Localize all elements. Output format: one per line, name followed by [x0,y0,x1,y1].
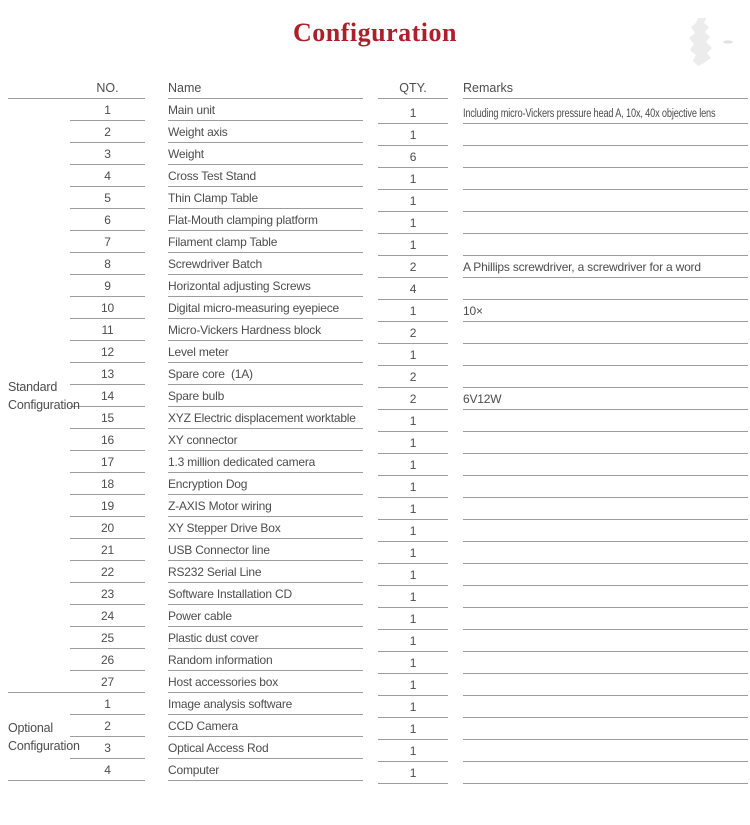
cell-qty: 4 [378,278,448,300]
table-row [8,583,748,605]
cell-no: 20 [70,517,145,539]
cell-remarks [463,718,748,740]
section-column-spacer [8,165,70,187]
cell-remarks [463,124,748,146]
cell-remarks [463,432,748,454]
cell-qty: 2 [378,322,448,344]
cell-remarks [463,696,748,718]
cell-remarks [463,344,748,366]
table-row [8,737,748,759]
table-row [8,99,748,121]
cell-name: Micro-Vickers Hardness block [168,319,363,341]
section-column-spacer [8,605,70,627]
cell-remarks [463,608,748,630]
cell-remarks [463,762,748,784]
header-remarks: Remarks [463,77,748,99]
cell-name: Computer [168,759,363,781]
table-row [8,341,748,363]
table-row [8,473,748,495]
cell-qty: 1 [378,454,448,476]
cell-no: 14 [70,385,145,407]
cell-remarks [463,652,748,674]
cell-qty: 1 [378,168,448,190]
cell-remarks [463,212,748,234]
table-row [8,649,748,671]
cell-no: 17 [70,451,145,473]
cell-name: Spare core (1A) [168,363,363,385]
cell-no: 2 [70,121,145,143]
section-column-spacer [8,77,70,99]
section-column-spacer [8,209,70,231]
cell-name: Weight axis [168,121,363,143]
cell-remarks [463,630,748,652]
table-row [8,319,748,341]
table-row [8,297,748,319]
cell-qty: 1 [378,234,448,256]
cell-remarks [463,168,748,190]
cell-remarks [463,366,748,388]
cell-no: 21 [70,539,145,561]
header-no: NO. [70,77,145,99]
cell-qty: 1 [378,652,448,674]
table-row [8,561,748,583]
section-column-spacer [8,297,70,319]
cell-name: XY connector [168,429,363,451]
cell-no: 1 [70,693,145,715]
cell-qty: 1 [378,102,448,124]
section-column-spacer [8,583,70,605]
table-row [8,231,748,253]
cell-name: Plastic dust cover [168,627,363,649]
cell-qty: 1 [378,124,448,146]
cell-no: 22 [70,561,145,583]
cell-remarks [463,146,748,168]
cell-qty: 1 [378,542,448,564]
cell-remarks [463,674,748,696]
table-row [8,715,748,737]
section-column-spacer [8,649,70,671]
cell-no: 19 [70,495,145,517]
section-column-spacer [8,275,70,297]
cell-name: Screwdriver Batch [168,253,363,275]
table-body [8,99,748,781]
cell-remarks: 6V12W [463,388,748,410]
header-qty: QTY. [378,77,448,99]
section-column-spacer [8,429,70,451]
cell-qty: 1 [378,432,448,454]
cell-name: Host accessories box [168,671,363,693]
cell-no: 24 [70,605,145,627]
table-row [8,121,748,143]
table-row [8,693,748,715]
cell-name: Filament clamp Table [168,231,363,253]
cell-no: 3 [70,143,145,165]
table-row [8,605,748,627]
table-row [8,253,748,275]
cell-qty: 1 [378,762,448,784]
remarks-text: Including micro-Vickers pressure head A, 10x, 40x objective lens [463,108,716,120]
table-row [8,495,748,517]
cell-remarks [463,322,748,344]
cell-qty: 1 [378,608,448,630]
section-column-spacer [8,627,70,649]
section-column-spacer [8,121,70,143]
cell-no: 13 [70,363,145,385]
cell-name: USB Connector line [168,539,363,561]
cell-no: 8 [70,253,145,275]
table-row [8,143,748,165]
cell-no: 25 [70,627,145,649]
cell-no: 6 [70,209,145,231]
cell-no: 4 [70,759,145,781]
cell-remarks [463,410,748,432]
section-column-spacer [8,253,70,275]
table-row [8,627,748,649]
cell-name: Main unit [168,99,363,121]
cell-name: Encryption Dog [168,473,363,495]
section-column-spacer [8,143,70,165]
map-fragment-watermark [660,18,750,80]
section-column-spacer [8,187,70,209]
cell-remarks [463,278,748,300]
cell-name: CCD Camera [168,715,363,737]
table-row [8,759,748,781]
page-title: Configuration [293,18,457,47]
cell-no: 2 [70,715,145,737]
section-column-spacer [8,671,70,693]
table-row [8,187,748,209]
section-column-spacer [8,319,70,341]
cell-qty: 1 [378,344,448,366]
cell-qty: 1 [378,586,448,608]
cell-remarks [463,542,748,564]
table-row [8,429,748,451]
cell-remarks [463,234,748,256]
cell-qty: 1 [378,212,448,234]
cell-qty: 1 [378,696,448,718]
cell-no: 1 [70,99,145,121]
cell-remarks [463,454,748,476]
cell-qty: 1 [378,564,448,586]
table-row [8,385,748,407]
cell-name: Power cable [168,605,363,627]
cell-remarks [463,102,748,124]
section-label-standard: Standard Configuration [8,380,80,412]
section-label-optional: Optional Configuration [8,721,80,753]
cell-name: Random information [168,649,363,671]
cell-remarks [463,740,748,762]
cell-no: 15 [70,407,145,429]
section-column-spacer [8,495,70,517]
cell-no: 23 [70,583,145,605]
cell-remarks [463,564,748,586]
section-column-spacer [8,473,70,495]
cell-remarks [463,520,748,542]
cell-qty: 1 [378,410,448,432]
cell-no: 9 [70,275,145,297]
table-row [8,671,748,693]
cell-name: RS232 Serial Line [168,561,363,583]
cell-no: 18 [70,473,145,495]
cell-no: 5 [70,187,145,209]
cell-no: 4 [70,165,145,187]
cell-name: Flat-Mouth clamping platform [168,209,363,231]
section-column-spacer [8,517,70,539]
cell-qty: 2 [378,256,448,278]
table-header-row [8,77,748,99]
cell-qty: 1 [378,674,448,696]
section-column-spacer [8,759,70,781]
cell-name: Cross Test Stand [168,165,363,187]
section-column-spacer [8,99,70,121]
cell-name: Spare bulb [168,385,363,407]
cell-name: Software Installation CD [168,583,363,605]
cell-remarks: A Phillips screwdriver, a screwdriver for a word [463,256,748,278]
cell-remarks [463,476,748,498]
section-column-spacer [8,341,70,363]
cell-qty: 1 [378,740,448,762]
cell-qty: 1 [378,718,448,740]
cell-qty: 1 [378,300,448,322]
cell-remarks: 10× [463,300,748,322]
table-row [8,539,748,561]
cell-no: 3 [70,737,145,759]
table-row [8,363,748,385]
cell-name: Horizontal adjusting Screws [168,275,363,297]
cell-name: 1.3 million dedicated camera [168,451,363,473]
table-row [8,209,748,231]
section-column-spacer [8,451,70,473]
cell-no: 7 [70,231,145,253]
cell-name: XYZ Electric displacement worktable [168,407,363,429]
cell-name: Digital micro-measuring eyepiece [168,297,363,319]
cell-no: 16 [70,429,145,451]
cell-qty: 6 [378,146,448,168]
cell-name: XY Stepper Drive Box [168,517,363,539]
section-column-spacer [8,693,70,715]
table-row [8,165,748,187]
cell-qty: 1 [378,498,448,520]
cell-name: Weight [168,143,363,165]
table-row [8,517,748,539]
table-row [8,451,748,473]
cell-name: Image analysis software [168,693,363,715]
cell-no: 12 [70,341,145,363]
configuration-table [8,77,748,781]
cell-name: Optical Access Rod [168,737,363,759]
section-column-spacer [8,539,70,561]
header-name: Name [168,77,363,99]
cell-qty: 2 [378,366,448,388]
section-column-spacer [8,231,70,253]
cell-qty: 1 [378,630,448,652]
cell-remarks [463,586,748,608]
cell-remarks [463,190,748,212]
table-row [8,407,748,429]
table-row [8,275,748,297]
cell-qty: 2 [378,388,448,410]
cell-qty: 1 [378,476,448,498]
cell-no: 26 [70,649,145,671]
cell-qty: 1 [378,520,448,542]
cell-no: 10 [70,297,145,319]
cell-name: Z-AXIS Motor wiring [168,495,363,517]
cell-no: 11 [70,319,145,341]
cell-qty: 1 [378,190,448,212]
section-column-spacer [8,561,70,583]
cell-remarks [463,498,748,520]
cell-no: 27 [70,671,145,693]
cell-name: Level meter [168,341,363,363]
cell-name: Thin Clamp Table [168,187,363,209]
